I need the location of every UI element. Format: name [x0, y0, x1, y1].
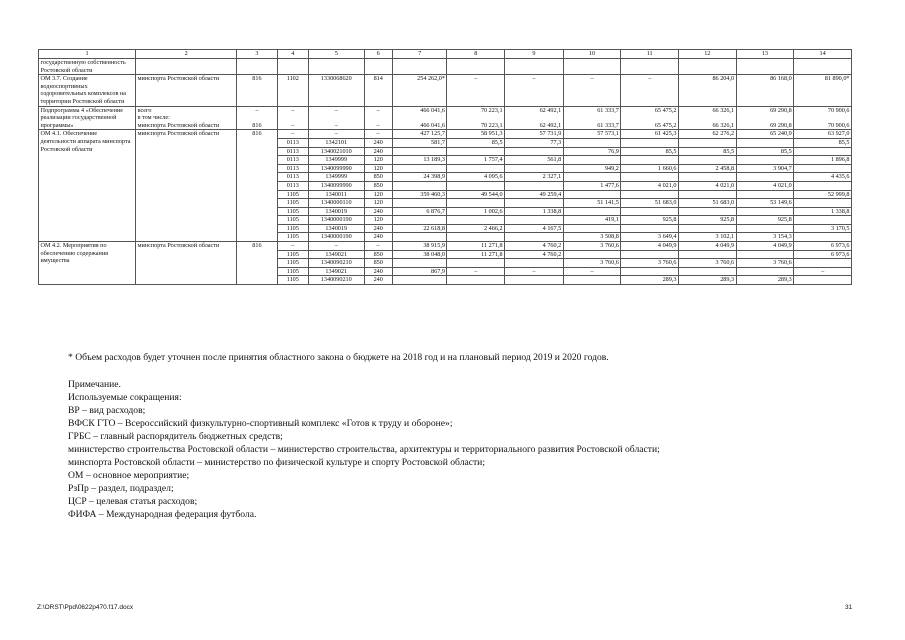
- notes-section: [68, 351, 848, 521]
- table-cell: 53 149,6: [736, 199, 794, 208]
- table-cell: [794, 164, 852, 173]
- table-cell: 1 002,6: [447, 207, 505, 216]
- table-cell: [277, 59, 308, 75]
- table-cell: Подпрограмма 4 «Обеспечение реализации государственной программы»: [39, 106, 136, 130]
- table-cell: [447, 164, 505, 173]
- table-cell: [447, 199, 505, 208]
- table-cell: 3 154,3: [736, 233, 794, 242]
- table-cell: [447, 276, 505, 285]
- table-cell: [736, 207, 794, 216]
- table-cell: [563, 250, 621, 259]
- table-cell: –: [277, 130, 308, 139]
- table-body: [39, 50, 852, 285]
- table-cell: [505, 233, 564, 242]
- table-cell: 65 240,9: [736, 130, 794, 139]
- footnote: * Объем расходов будет уточнен после принятия областного закона о бюджете на 2018 год и на плановый период 2019 и 2020 годов.: [68, 352, 609, 363]
- table-cell: 3 649,4: [621, 233, 679, 242]
- column-number-header: 5: [308, 50, 364, 59]
- table-cell: 1340090210: [308, 276, 364, 285]
- table-cell: [447, 59, 505, 75]
- table-cell: 81 890,0*: [794, 75, 852, 106]
- table-cell: [736, 138, 794, 147]
- table-cell: –: [447, 267, 505, 276]
- table-cell: [736, 190, 794, 199]
- table-cell: 1340000190: [308, 216, 364, 225]
- table-cell: [364, 59, 392, 75]
- table-cell: 85,5: [621, 147, 679, 156]
- column-number-header: 12: [678, 50, 736, 59]
- table-cell: [736, 59, 794, 75]
- table-cell: [392, 276, 447, 285]
- table-cell: [621, 250, 679, 259]
- table-cell: 1 338,8: [505, 207, 564, 216]
- table-cell: 925,8: [678, 216, 736, 225]
- table-cell: [308, 59, 364, 75]
- table-cell: 4 095,6: [447, 173, 505, 182]
- table-cell: [621, 59, 679, 75]
- table-cell: 814: [364, 75, 392, 106]
- table-cell: [447, 216, 505, 225]
- table-cell: [794, 59, 852, 75]
- table-cell: [392, 233, 447, 242]
- column-number-header: 9: [505, 50, 564, 59]
- table-cell: [563, 190, 621, 199]
- table-cell: [794, 276, 852, 285]
- table-cell: [794, 233, 852, 242]
- table-cell: 4 021,0: [678, 181, 736, 190]
- table-cell: 57 731,9: [505, 130, 564, 139]
- table-cell: 4 435,6: [794, 173, 852, 182]
- table-cell: 3 508,8: [563, 233, 621, 242]
- table-cell: 61 333,7 61 333,7: [563, 106, 621, 130]
- table-cell: 62 276,2: [678, 130, 736, 139]
- table-cell: минспорта Ростовской области: [136, 75, 237, 106]
- table-cell: 1 338,8: [794, 207, 852, 216]
- table-cell: [563, 138, 621, 147]
- table-cell: 1330068620: [308, 75, 364, 106]
- table-cell: 240: [364, 233, 392, 242]
- table-cell: 6 876,7: [392, 207, 447, 216]
- table-cell: [447, 147, 505, 156]
- table-cell: 76,9: [563, 147, 621, 156]
- table-cell: [621, 138, 679, 147]
- table-cell: [794, 181, 852, 190]
- table-cell: 49 259,4: [505, 190, 564, 199]
- table-cell: 77,3: [505, 138, 564, 147]
- table-cell: [621, 267, 679, 276]
- table-cell: [678, 267, 736, 276]
- table-cell: 925,8: [621, 216, 679, 225]
- table-row: [39, 130, 852, 139]
- table-cell: [621, 224, 679, 233]
- table-cell: 1 896,8: [794, 156, 852, 165]
- table-cell: –: [563, 267, 621, 276]
- table-cell: [678, 190, 736, 199]
- table-cell: [794, 199, 852, 208]
- table-cell: [392, 181, 447, 190]
- note-line: ЦСР – целевая статья расходов;: [68, 496, 198, 507]
- table-cell: 4 760,2: [505, 250, 564, 259]
- table-cell: 3 760,6: [678, 259, 736, 268]
- table-cell: 1105: [277, 190, 308, 199]
- table-cell: –: [308, 242, 364, 251]
- table-cell: 0113: [277, 156, 308, 165]
- table-cell: 1349021: [308, 250, 364, 259]
- table-cell: [794, 216, 852, 225]
- table-cell: 1105: [277, 233, 308, 242]
- table-row: [39, 75, 852, 106]
- table-cell: 3 760,6: [563, 259, 621, 268]
- table-cell: 85,5: [794, 138, 852, 147]
- table-cell: 925,8: [736, 216, 794, 225]
- table-cell: 49 544,0: [447, 190, 505, 199]
- table-cell: 52 999,8: [794, 190, 852, 199]
- table-cell: 57 573,1: [563, 130, 621, 139]
- table-cell: 4 760,2: [505, 242, 564, 251]
- table-cell: 254 262,0*: [392, 75, 447, 106]
- table-cell: 1342101: [308, 138, 364, 147]
- table-cell: –: [621, 75, 679, 106]
- table-cell: 66 326,1 66 326,1: [678, 106, 736, 130]
- table-cell: 85,5: [447, 138, 505, 147]
- table-cell: [678, 59, 736, 75]
- table-cell: [505, 181, 564, 190]
- table-header-row: [39, 50, 852, 59]
- table-row: [39, 59, 852, 75]
- budget-table: [38, 49, 852, 285]
- table-cell: 1105: [277, 207, 308, 216]
- table-cell: 120: [364, 199, 392, 208]
- table-cell: 289,3: [736, 276, 794, 285]
- column-number-header: 3: [237, 50, 277, 59]
- table-cell: [678, 173, 736, 182]
- table-cell: 240: [364, 276, 392, 285]
- table-cell: [392, 147, 447, 156]
- table-cell: 1340019: [308, 207, 364, 216]
- table-cell: 949,2: [563, 164, 621, 173]
- table-cell: 70 900,6 70 900,6: [794, 106, 852, 130]
- table-cell: 816: [237, 242, 277, 285]
- table-cell: 419,1: [563, 216, 621, 225]
- table-cell: – –: [277, 106, 308, 130]
- table-cell: [505, 164, 564, 173]
- table-cell: [392, 164, 447, 173]
- table-cell: 0113: [277, 164, 308, 173]
- table-cell: 51 683,0: [621, 199, 679, 208]
- table-cell: 1105: [277, 224, 308, 233]
- table-cell: [678, 250, 736, 259]
- table-cell: 3 760,6: [563, 242, 621, 251]
- table-cell: 240: [364, 138, 392, 147]
- table-cell: 1340000110: [308, 199, 364, 208]
- table-cell: всего в том числе: минспорта Ростовской области: [136, 106, 237, 130]
- table-cell: 1105: [277, 250, 308, 259]
- table-cell: [505, 147, 564, 156]
- table-cell: [392, 199, 447, 208]
- table-cell: 3 170,5: [794, 224, 852, 233]
- column-number-header: 6: [364, 50, 392, 59]
- table-cell: 427 125,7: [392, 130, 447, 139]
- table-cell: [794, 259, 852, 268]
- note-line: минспорта Ростовской области – министерство по физической культуре и спорту Ростовской области;: [68, 457, 485, 468]
- table-cell: 1340019: [308, 224, 364, 233]
- table-cell: [505, 199, 564, 208]
- table-cell: –: [794, 267, 852, 276]
- table-cell: [678, 207, 736, 216]
- table-cell: 4 167,5: [505, 224, 564, 233]
- table-cell: 240: [364, 147, 392, 156]
- table-cell: 13 189,3: [392, 156, 447, 165]
- table-cell: [736, 250, 794, 259]
- table-cell: государственную собственность Ростовской области: [39, 59, 136, 75]
- table-cell: 0113: [277, 181, 308, 190]
- table-cell: 85,5: [736, 147, 794, 156]
- table-cell: 6 973,6: [794, 242, 852, 251]
- table-cell: 6 973,6: [794, 250, 852, 259]
- table-cell: 2 466,2: [447, 224, 505, 233]
- table-cell: – 816: [237, 106, 277, 130]
- table-cell: 3 760,6: [621, 259, 679, 268]
- table-cell: ОМ 4.2. Мероприятия по обеспечению содержания имущества: [39, 242, 136, 285]
- table-cell: ОМ 3.7. Создание водноспортивных оздоровительных комплексов на территории Ростовской области: [39, 75, 136, 106]
- note-line: ГРБС – главный распорядитель бюджетных средств;: [68, 431, 283, 442]
- table-cell: – –: [308, 106, 364, 130]
- table-cell: 1340099990: [308, 181, 364, 190]
- column-number-header: 2: [136, 50, 237, 59]
- table-cell: 1340000190: [308, 233, 364, 242]
- table-cell: 3 760,6: [736, 259, 794, 268]
- table-cell: 120: [364, 190, 392, 199]
- column-number-header: 10: [563, 50, 621, 59]
- table-cell: –: [364, 130, 392, 139]
- table-cell: [621, 173, 679, 182]
- table-cell: [563, 276, 621, 285]
- table-cell: 240: [364, 267, 392, 276]
- table-cell: [392, 216, 447, 225]
- table-cell: –: [364, 242, 392, 251]
- table-cell: [736, 173, 794, 182]
- table-cell: –: [277, 242, 308, 251]
- column-number-header: 7: [392, 50, 447, 59]
- column-number-header: 13: [736, 50, 794, 59]
- table-cell: 24 398,9: [392, 173, 447, 182]
- column-number-header: 4: [277, 50, 308, 59]
- table-cell: –: [505, 267, 564, 276]
- table-cell: 850: [364, 259, 392, 268]
- table-cell: [392, 59, 447, 75]
- note-line: ФИФА – Международная федерация футбола.: [68, 509, 257, 520]
- table-cell: 1 477,6: [563, 181, 621, 190]
- table-cell: 4 021,0: [621, 181, 679, 190]
- footer-file-path: Z:\ORST\Ppd\0622p470.f17.docx: [37, 604, 134, 611]
- table-cell: 289,3: [621, 276, 679, 285]
- table-cell: [563, 207, 621, 216]
- table-cell: 359 460,3: [392, 190, 447, 199]
- table-cell: 86 168,0: [736, 75, 794, 106]
- table-cell: 1340021010: [308, 147, 364, 156]
- note-line: ВФСК ГТО – Всероссийский физкультурно-спортивный комплекс «Готов к труду и обороне»;: [68, 418, 453, 429]
- table-cell: [505, 276, 564, 285]
- table-cell: [794, 147, 852, 156]
- table-cell: 289,3: [678, 276, 736, 285]
- column-number-header: 11: [621, 50, 679, 59]
- table-cell: 38 915,9: [392, 242, 447, 251]
- table-cell: [736, 224, 794, 233]
- note-line: ОМ – основное мероприятие;: [68, 470, 190, 481]
- table-cell: –: [447, 75, 505, 106]
- table-cell: 850: [364, 181, 392, 190]
- table-cell: – –: [364, 106, 392, 130]
- table-cell: 120: [364, 156, 392, 165]
- table-cell: [505, 59, 564, 75]
- table-cell: 1 757,4: [447, 156, 505, 165]
- table-cell: 4 049,9: [621, 242, 679, 251]
- table-cell: 581,7: [392, 138, 447, 147]
- table-cell: 4 049,9: [736, 242, 794, 251]
- table-cell: 38 048,0: [392, 250, 447, 259]
- column-number-header: 1: [39, 50, 136, 59]
- note-line: министерство строительства Ростовской области – министерство строительства, архитектуры и территориального развития Ростовской области;: [68, 444, 660, 455]
- table-cell: 1105: [277, 259, 308, 268]
- table-cell: 120: [364, 164, 392, 173]
- table-cell: [563, 173, 621, 182]
- table-cell: [621, 207, 679, 216]
- table-cell: 1105: [277, 267, 308, 276]
- column-number-header: 8: [447, 50, 505, 59]
- note-line: ВР – вид расходов;: [68, 405, 146, 416]
- table-cell: 816: [237, 75, 277, 106]
- table-cell: [563, 59, 621, 75]
- table-cell: 58 951,3: [447, 130, 505, 139]
- table-cell: 0113: [277, 138, 308, 147]
- table-cell: 86 204,0: [678, 75, 736, 106]
- table-cell: 2 458,8: [678, 164, 736, 173]
- table-cell: 4 021,0: [736, 181, 794, 190]
- table-cell: [621, 156, 679, 165]
- table-cell: 51 683,0: [678, 199, 736, 208]
- table-cell: 1105: [277, 216, 308, 225]
- table-row: [39, 242, 852, 251]
- table-cell: [447, 233, 505, 242]
- table-cell: 867,9: [392, 267, 447, 276]
- table-cell: [447, 181, 505, 190]
- table-cell: 1105: [277, 199, 308, 208]
- table-cell: 850: [364, 250, 392, 259]
- table-cell: [678, 156, 736, 165]
- table-cell: [736, 156, 794, 165]
- table-cell: 0113: [277, 147, 308, 156]
- table-cell: [563, 224, 621, 233]
- note-line: Примечание.: [68, 379, 121, 390]
- table-cell: 63 927,0: [794, 130, 852, 139]
- table-cell: 2 327,1: [505, 173, 564, 182]
- table-cell: 1349999: [308, 156, 364, 165]
- table-cell: [678, 224, 736, 233]
- table-cell: 85,5: [678, 147, 736, 156]
- table-cell: минспорта Ростовской области: [136, 242, 237, 285]
- table-cell: [505, 259, 564, 268]
- table-cell: 11 271,8: [447, 250, 505, 259]
- table-cell: 1 660,6: [621, 164, 679, 173]
- table-cell: 1340011: [308, 190, 364, 199]
- note-line: Используемые сокращения:: [68, 392, 182, 403]
- table-cell: 51 141,5: [563, 199, 621, 208]
- table-cell: 1340090210: [308, 259, 364, 268]
- table-cell: 69 290,8 69 290,8: [736, 106, 794, 130]
- table-cell: 1102: [277, 75, 308, 106]
- table-cell: 61 425,3: [621, 130, 679, 139]
- table-cell: 240: [364, 224, 392, 233]
- table-cell: ОМ 4.1. Обеспечение деятельности аппарата минспорта Ростовской области: [39, 130, 136, 242]
- table-cell: 22 618,8: [392, 224, 447, 233]
- table-cell: –: [563, 75, 621, 106]
- table-cell: 1349999: [308, 173, 364, 182]
- table-cell: [678, 138, 736, 147]
- table-cell: 240: [364, 207, 392, 216]
- table-cell: 1349021: [308, 267, 364, 276]
- table-cell: 4 049,9: [678, 242, 736, 251]
- table-cell: –: [505, 75, 564, 106]
- column-number-header: 14: [794, 50, 852, 59]
- table-cell: [447, 259, 505, 268]
- table-cell: [621, 190, 679, 199]
- table-cell: [736, 267, 794, 276]
- table-cell: 850: [364, 173, 392, 182]
- table-row: [39, 106, 852, 130]
- table-cell: 120: [364, 216, 392, 225]
- table-cell: 3 102,1: [678, 233, 736, 242]
- table-cell: 11 271,8: [447, 242, 505, 251]
- table-cell: 70 223,1 70 223,1: [447, 106, 505, 130]
- abbreviations-list: [68, 378, 848, 521]
- table-cell: минспорта Ростовской области: [136, 130, 237, 242]
- table-cell: [563, 156, 621, 165]
- table-cell: 1105: [277, 276, 308, 285]
- note-line: РзПр – раздел, подраздел;: [68, 483, 174, 494]
- table-cell: 1340099990: [308, 164, 364, 173]
- page-number: 31: [845, 604, 853, 611]
- table-cell: 0113: [277, 173, 308, 182]
- table-cell: 561,8: [505, 156, 564, 165]
- table-cell: [237, 59, 277, 75]
- table-cell: [392, 259, 447, 268]
- table-cell: [505, 216, 564, 225]
- table-cell: 62 492,1 62 492,1: [505, 106, 564, 130]
- table-cell: –: [308, 130, 364, 139]
- table-cell: 816: [237, 130, 277, 242]
- table-cell: 466 041,6 466 041,6: [392, 106, 447, 130]
- table-cell: 65 475,2 65 475,2: [621, 106, 679, 130]
- table-cell: 3 904,7: [736, 164, 794, 173]
- table-cell: [136, 59, 237, 75]
